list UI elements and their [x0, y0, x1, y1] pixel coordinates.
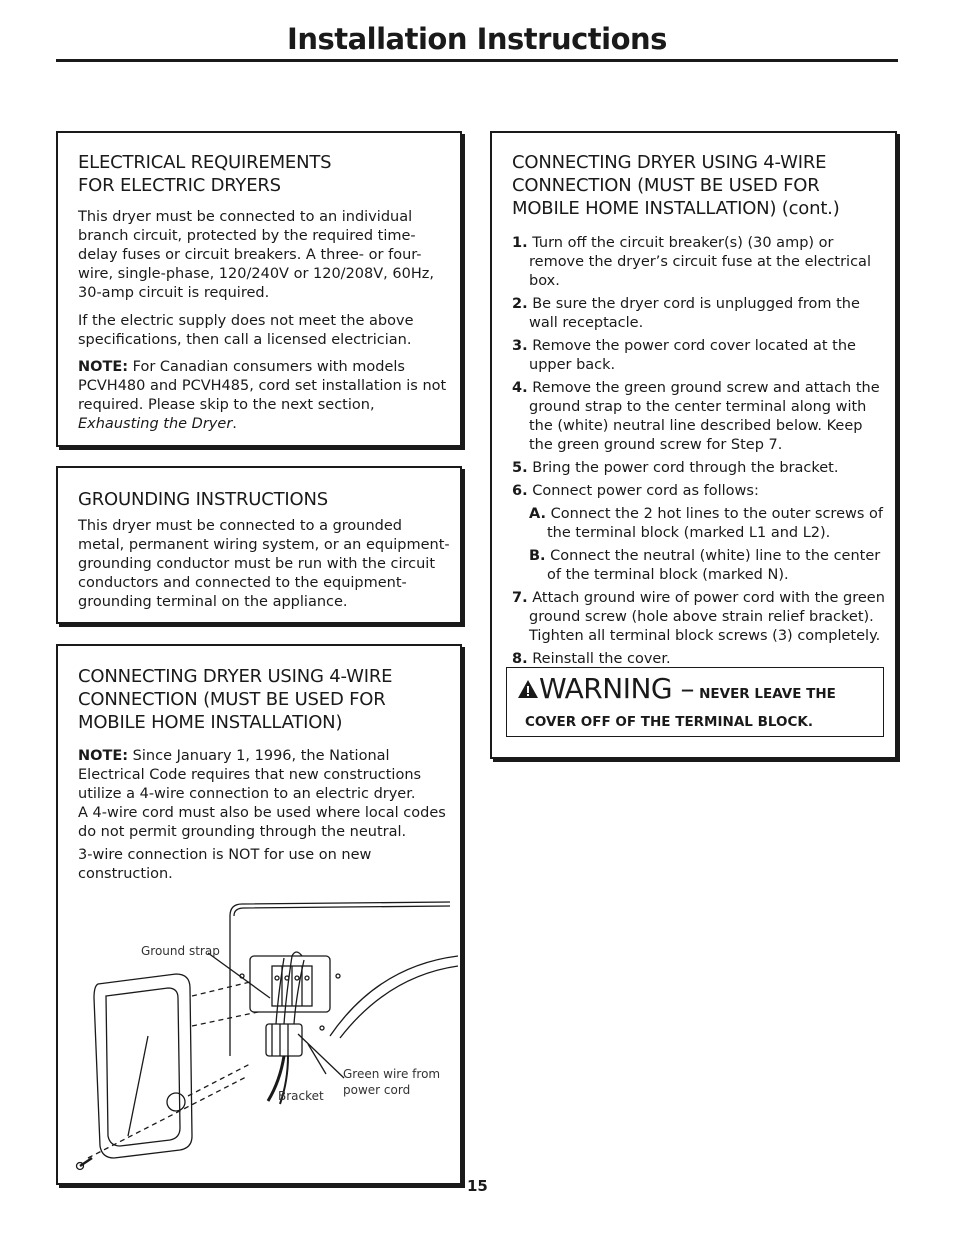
four-wire-heading-line2: CONNECTION (MUST BE USED FOR — [78, 689, 386, 710]
step-text: Remove the power cord cover located at the upper back. — [527, 338, 856, 373]
electrical-note — [78, 358, 452, 434]
grounding-section — [56, 466, 462, 624]
label-green-wire-line1: Green wire from — [343, 1067, 441, 1081]
step-text: Connect the neutral (white) line to the center of the terminal block (marked N). — [545, 548, 881, 583]
step-text: Reinstall the cover. — [527, 651, 671, 667]
step-text: Be sure the dryer cord is unplugged from the wall receptacle. — [527, 296, 860, 331]
step-4 — [512, 379, 887, 455]
step-number: B. — [529, 548, 546, 564]
page-number: 15 — [467, 1177, 488, 1195]
warning-text-2: COVER OFF OF THE TERMINAL BLOCK. — [525, 714, 813, 730]
label-ground-strap: Ground strap — [141, 944, 220, 958]
four-wire-section — [56, 644, 462, 1185]
step-number: 3. — [512, 338, 528, 354]
step-text: Connect power cord as follows: — [527, 483, 759, 499]
step-text: Bring the power cord through the bracket. — [527, 460, 839, 476]
label-green-wire — [343, 1066, 440, 1098]
step-6 — [512, 482, 887, 501]
four-wire-heading-line3: MOBILE HOME INSTALLATION) — [78, 712, 343, 733]
step-number: 4. — [512, 380, 528, 396]
note-text-2: A 4-wire cord must also be used where local codes do not permit grounding through the neutral. — [78, 805, 446, 840]
note-label: NOTE: — [78, 359, 129, 375]
note-end: . — [232, 416, 237, 432]
warning-line-1 — [517, 672, 836, 705]
label-bracket: Bracket — [278, 1089, 324, 1103]
four-wire-paragraph: 3-wire connection is NOT for use on new construction. — [78, 847, 372, 882]
step-number: 8. — [512, 651, 528, 667]
note-text: Since January 1, 1996, the National Electrical Code requires that new constructions utilize a 4-wire connection to an electric dryer. — [78, 748, 422, 802]
step-text: Remove the green ground screw and attach the ground strap to the center terminal along with the (white) neutral line described below. Keep the green ground screw for Step 7. — [527, 380, 880, 453]
four-wire-cont-heading — [512, 151, 887, 220]
grounding-heading: GROUNDING INSTRUCTIONS — [78, 489, 328, 510]
warning-box — [506, 667, 884, 737]
warning-text-1: NEVER LEAVE THE — [699, 686, 836, 702]
step-number: A. — [529, 506, 546, 522]
note-text: For Canadian consumers with models PCVH480 and PCVH485, cord set installation is not required. Please skip to the next section, — [78, 359, 447, 413]
four-wire-cont-heading-line3: MOBILE HOME INSTALLATION) (cont.) — [512, 198, 840, 219]
steps-list — [512, 234, 887, 669]
step-1 — [512, 234, 887, 291]
four-wire-continued-section — [490, 131, 897, 759]
step-text: Attach ground wire of power cord with the green ground screw (hole above strain relief bracket). Tighten all terminal block screws (3) completely. — [527, 590, 885, 644]
electrical-paragraph-1: This dryer must be connected to an individual branch circuit, protected by the required time-delay fuses or circuit breakers. A three- or four-wire, single-phase, 120/240V or 120/208V, 60Hz, 30-amp circuit is required. — [78, 209, 434, 301]
step-7 — [512, 589, 887, 646]
step-number: 5. — [512, 460, 528, 476]
electrical-heading-line2: FOR ELECTRIC DRYERS — [78, 175, 281, 196]
four-wire-note — [78, 747, 450, 842]
step-6b — [512, 547, 887, 585]
step-2 — [512, 295, 887, 333]
step-5 — [512, 459, 887, 478]
warning-word: WARNING – — [539, 672, 695, 705]
electrical-heading-line1: ELECTRICAL REQUIREMENTS — [78, 152, 332, 173]
step-3 — [512, 337, 887, 375]
electrical-requirements-section — [56, 131, 462, 447]
warning-triangle-icon — [517, 679, 539, 699]
electrical-paragraph-2: If the electric supply does not meet the above specifications, then call a licensed electrician. — [78, 313, 414, 348]
note-label: NOTE: — [78, 748, 129, 764]
four-wire-heading — [78, 665, 450, 734]
label-green-wire-line2: power cord — [343, 1083, 411, 1097]
step-number: 6. — [512, 483, 528, 499]
four-wire-cont-heading-line2: CONNECTION (MUST BE USED FOR — [512, 175, 820, 196]
title-rule — [56, 59, 898, 62]
step-number: 1. — [512, 235, 528, 251]
note-link-italic: Exhausting the Dryer — [78, 416, 233, 432]
step-text: Turn off the circuit breaker(s) (30 amp) or remove the dryer’s circuit fuse at the electrical box. — [527, 235, 871, 289]
four-wire-heading-line1: CONNECTING DRYER USING 4-WIRE — [78, 666, 393, 687]
electrical-heading — [78, 151, 452, 197]
step-number: 2. — [512, 296, 528, 312]
step-number: 7. — [512, 590, 528, 606]
four-wire-cont-heading-line1: CONNECTING DRYER USING 4-WIRE — [512, 152, 827, 173]
step-text: Connect the 2 hot lines to the outer screws of the terminal block (marked L1 and L2). — [546, 506, 883, 541]
dryer-wiring-diagram — [58, 896, 460, 1186]
step-6a — [512, 505, 887, 543]
page-title: Installation Instructions — [287, 22, 667, 56]
grounding-paragraph: This dryer must be connected to a grounded metal, permanent wiring system, or an equipment-grounding conductor must be run with the circuit conductors and connected to the equipment-grounding terminal on the appliance. — [78, 518, 450, 610]
